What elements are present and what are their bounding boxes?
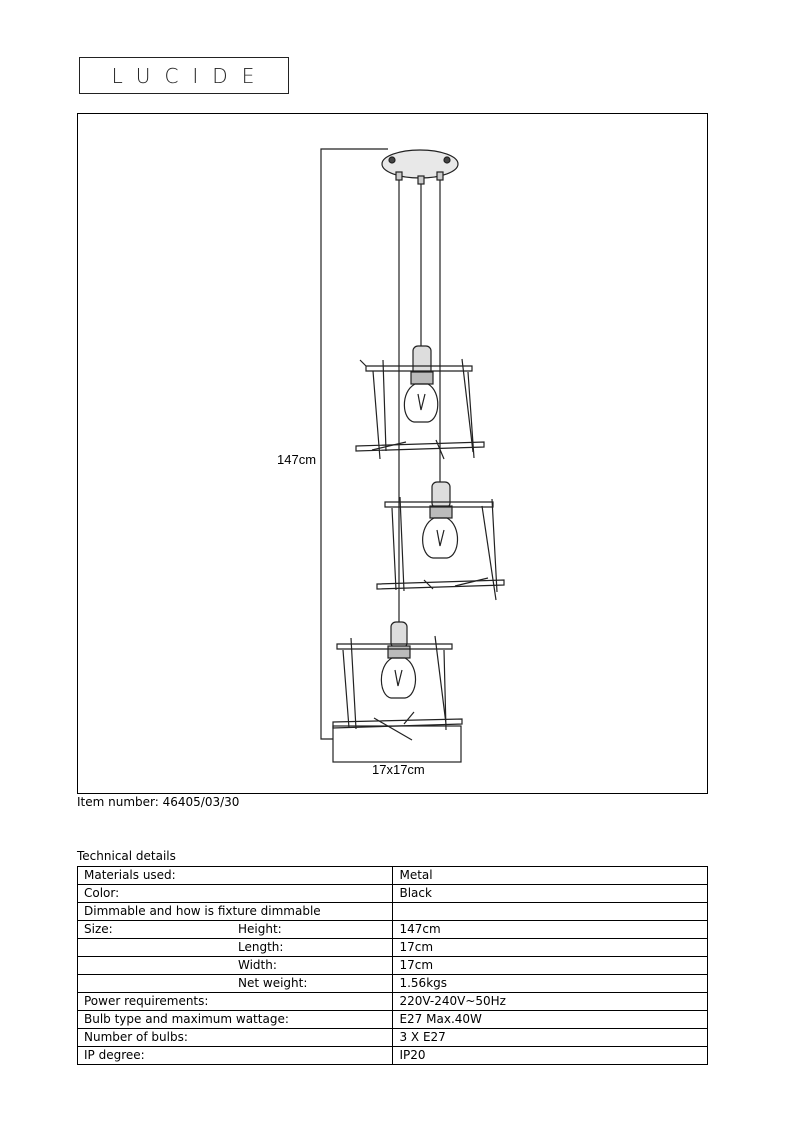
spec-value: 220V-240V~50Hz xyxy=(393,993,708,1011)
spec-sublabel: Height: xyxy=(238,922,282,936)
spec-value: 3 X E27 xyxy=(393,1029,708,1047)
spec-value: Black xyxy=(393,885,708,903)
spec-label: Dimmable and how is fixture dimmable xyxy=(84,904,321,918)
spec-row xyxy=(78,939,708,957)
spec-label: Number of bulbs: xyxy=(84,1030,188,1044)
spec-label-cell xyxy=(78,957,393,975)
spec-label-cell xyxy=(78,993,393,1011)
spec-row xyxy=(78,957,708,975)
spec-row xyxy=(78,921,708,939)
spec-sublabel: Width: xyxy=(238,958,277,972)
spec-label-cell xyxy=(78,939,393,957)
spec-label-cell xyxy=(78,1011,393,1029)
spec-label-cell xyxy=(78,903,393,921)
spec-value: 1.56kgs xyxy=(393,975,708,993)
spec-label: Power requirements: xyxy=(84,994,209,1008)
spec-row xyxy=(78,903,708,921)
spec-row xyxy=(78,993,708,1011)
spec-value: 17cm xyxy=(393,957,708,975)
cage-2 xyxy=(377,482,504,600)
spec-row xyxy=(78,1047,708,1065)
spec-label: Size: xyxy=(84,922,113,936)
spec-label: IP degree: xyxy=(84,1048,145,1062)
height-dimension-label: 147cm xyxy=(277,452,317,467)
brand-logo-text: LUCIDE xyxy=(111,64,269,88)
cage-1 xyxy=(356,346,484,459)
spec-sublabel: Net weight: xyxy=(238,976,308,990)
technical-details-table xyxy=(77,866,708,1065)
spec-label-cell xyxy=(78,921,393,939)
spec-row xyxy=(78,1029,708,1047)
spec-label: Bulb type and maximum wattage: xyxy=(84,1012,289,1026)
spec-row xyxy=(78,885,708,903)
technical-details-title: Technical details xyxy=(77,849,176,863)
height-dimension-line xyxy=(321,149,388,739)
spec-row xyxy=(78,975,708,993)
ceiling-canopy xyxy=(382,150,458,178)
spec-value: IP20 xyxy=(393,1047,708,1065)
spec-value: E27 Max.40W xyxy=(393,1011,708,1029)
spec-label-cell xyxy=(78,1029,393,1047)
spec-row xyxy=(78,867,708,885)
spec-sublabel: Length: xyxy=(238,940,284,954)
spec-value: 147cm xyxy=(393,921,708,939)
item-number: Item number: 46405/03/30 xyxy=(77,795,240,809)
spec-value: 17cm xyxy=(393,939,708,957)
spec-label-cell xyxy=(78,885,393,903)
spec-label-cell xyxy=(78,867,393,885)
spec-label-cell xyxy=(78,1047,393,1065)
cage-3 xyxy=(333,622,462,740)
spec-value xyxy=(393,903,708,921)
spec-label-cell xyxy=(78,975,393,993)
spec-row xyxy=(78,1011,708,1029)
width-dimension-label: 17x17cm xyxy=(372,762,425,777)
spec-label: Materials used: xyxy=(84,868,176,882)
spec-label: Color: xyxy=(84,886,120,900)
spec-value: Metal xyxy=(393,867,708,885)
